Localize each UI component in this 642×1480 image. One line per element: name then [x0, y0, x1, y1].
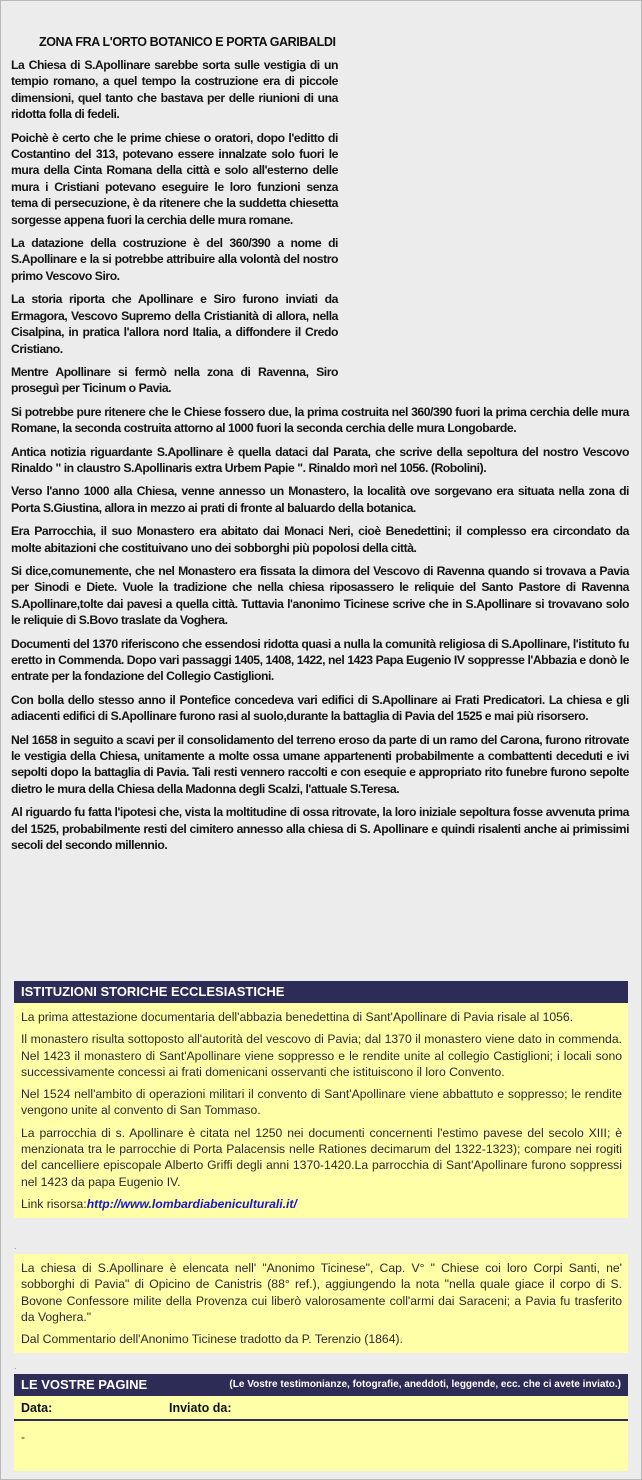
anonimo-body [14, 1254, 628, 1353]
article-paragraph: La Chiesa di S.Apollinare sarebbe sorta sulle vestigia di un tempio romano, a quel tempo la costruzione era di piccole dimensioni, quel tanto che bastava per delle riunioni di una ridotta folla di fedeli. [11, 58, 338, 122]
istituzioni-body [14, 1003, 628, 1218]
article-paragraph: Era Parrocchia, il suo Monastero era abitato dai Monaci Neri, cioè Benedettini; il complesso era circondato da molte abitazioni che costituivano uno dei sobborghi più popolosi della città. [11, 524, 629, 555]
anonimo-paragraph: Dal Commentario dell'Anonimo Ticinese tradotto da P. Terenzio (1864). [21, 1332, 403, 1347]
vostre-pagine-heading [14, 1374, 628, 1396]
vostre-pagine-columns [14, 1396, 628, 1421]
anonimo-paragraph: La chiesa di S.Apollinare è elencata nell' "Anonimo Ticinese", Cap. V° " Chiese coi loro Corpi Santi, ne' sobborghi di Pavia" di Opicino de Canistris (88° ref.), aggiungendo la nota "nella quale giace il corpo di S. Bovone Confessore milite della Provenza cui liberò valorosamente coll'armi dai Saraceni; a Pavia fu trasferito da Voghera." [21, 1261, 622, 1324]
article-paragraph: Si potrebbe pure ritenere che le Chiese fossero due, la prima costruita nel 360/390 fuori la prima cerchia delle mura Romane, la seconda costruita attorno al 1000 fuori la seconda cerchia delle mura Longobarde. [11, 404, 629, 436]
vostre-pagine-subheading: (Le Vostre testimonianze, fotografie, aneddoti, leggende, ecc. che ci avete inviato.) [229, 1379, 621, 1390]
istituzioni-box [14, 981, 628, 1218]
column-inviato-da: Inviato da: [169, 1401, 232, 1415]
resource-link[interactable]: http://www.lombardiabeniculturali.it/ [86, 1196, 297, 1211]
resource-link-line [21, 1196, 622, 1212]
article-paragraph: Mentre Apollinare si fermò nella zona di Ravenna, Siro proseguì per Ticinum o Pavia. [11, 364, 338, 396]
istituzioni-heading-text: ISTITUZIONI STORICHE ECCLESIASTICHE [21, 984, 285, 999]
row-value: - [21, 1430, 25, 1445]
vostre-pagine-box [14, 1374, 628, 1471]
article-paragraph: Verso l'anno 1000 alla Chiesa, venne annesso un Monastero, la località ove sorgevano era situata nella zona di Porta S.Giustina, allora in mezzo ai prati di fronte al baluardo della botanica. [11, 484, 629, 515]
istituzioni-paragraph: La prima attestazione documentaria dell'abbazia benedettina di Sant'Apollinare di Pavia risale al 1056. [21, 1010, 574, 1024]
istituzioni-paragraph: Nel 1524 nell'ambito di operazioni militari il convento di Sant'Apollinare viene abbattuto e soppresso; le rendite vengono unite al convento di San Tommaso. [21, 1087, 622, 1118]
article-paragraph: La datazione della costruzione è del 360/390 a nome di S.Apollinare e la si potrebbe attribuire alla volontà del nostro primo Vescovo Siro. [11, 236, 338, 283]
separator-dot: . [14, 1241, 17, 1251]
article-paragraph: Documenti del 1370 riferiscono che essendosi ridotta quasi a nulla la comunità religiosa di S.Apollinare, l'istituto fu eretto in Commenda. Dopo vari passaggi 1405, 1408, 1422, nel 1423 Papa Eugenio IV soppresse l'Abbazia e donò le entrate per la fondazione del Collegio Castiglioni. [11, 636, 629, 684]
article-paragraph: Poichè è certo che le prime chiese o oratori, dopo l'editto di Costantino del 313, potevano essere innalzate solo fuori le mura della Cinta Romana della città e solo all'esterno delle mura i Cristiani potevano eseguire le loro funzioni senza tema di persecuzione, è da ritenere che la suddetta chiesetta sorgesse appena fuori la cerchia delle mura romane. [11, 130, 338, 227]
article-paragraph: Antica notizia riguardante S.Apollinare è quella dataci dal Parata, che scrive della sepoltura del nostro Vescovo Rinaldo " in claustro S.Apollinaris extra Urbem Papie ". Rinaldo morì nel 1056. (Robolini). [11, 444, 629, 475]
separator-dot: . [14, 1361, 17, 1371]
anonimo-box [14, 1254, 628, 1353]
article-paragraph: Nel 1658 in seguito a scavi per il consolidamento del terreno eroso da parte di un ramo del Carona, furono ritrovate le vestigia della Chiesa, unitamente a molte ossa umane appartenenti probabilmente a combattenti deceduti e ivi sepolti dopo la battaglia di Pavia. Tali resti vennero raccolti e con esequie e appropriato rito funebre furono sepolte dietro le mura della Chiesa della Madonna degli Scalzi, l'attuale S.Teresa. [11, 732, 629, 796]
article [11, 33, 629, 860]
column-data: Data: [21, 1401, 53, 1415]
istituzioni-heading [14, 981, 628, 1003]
resource-link-label: Link risorsa: [21, 1196, 87, 1211]
istituzioni-paragraph: Il monastero risulta sottoposto all'autorità del vescovo di Pavia; dal 1370 il monastero viene dato in commenda. Nel 1423 il monastero di Sant'Apollinare viene soppresso e le rendite unite al collegio Castiglioni; i locali sono successivamente concessi ai frati domenicani osservanti che istituiscono il loro Convento. [21, 1032, 622, 1079]
vostre-pagine-heading-text: LE VOSTRE PAGINE [21, 1377, 148, 1392]
vostre-pagine-row [14, 1421, 628, 1471]
article-paragraph: Al riguardo fu fatta l'ipotesi che, vista la moltitudine di ossa ritrovate, la loro iniziale sepoltura fosse avvenuta prima del 1525, probabilmente resti del cimitero annesso alla chiesa di S. Apollinare e quindi risalenti anche ai primissimi secoli del secondo millennio. [11, 805, 629, 853]
article-paragraph: La storia riporta che Apollinare e Siro furono inviati da Ermagora, Vescovo Supremo della Cristianità di allora, nella Cisalpina, in pratica l'allora nord Italia, a diffondere il Credo Cristiano. [11, 292, 338, 356]
article-paragraph: Si dice,comunemente, che nel Monastero era fissata la dimora del Vescovo di Ravenna quando si trovava a Pavia per Sinodi e Diete. Vuole la tradizione che nella chiesa riposassero le reliquie del Santo Pastore di Ravenna S.Apollinare,tolte dai pavesi a quella città. Tuttavia l'anonimo Ticinese scrive che in S.Apollinare si trovavano solo le reliquie di S.Bovo traslate da Voghera. [11, 563, 629, 628]
istituzioni-paragraph: La parrocchia di s. Apollinare è citata nel 1250 nei documenti concernenti l'estimo pavese del secolo XIII; è menzionata tra le parrocchie di Porta Palacensis nelle Rationes decimarum del 1322-1323); compare nei rogiti del cancelliere episcopale Alberto Griffi degli anni 1370-1420.La parrocchia di Sant'Apollinare furono soppressi nel 1423 da papa Eugenio IV. [21, 1125, 622, 1189]
article-paragraph: Con bolla dello stesso anno il Pontefice concedeva vari edifici di S.Apollinare ai Frati Predicatori. La chiesa e gli adiacenti edifici di S.Apollinare furono rasi al suolo,durante la battaglia di Pavia del 1525 e mai più risorsero. [11, 692, 629, 724]
article-title: ZONA FRA L'ORTO BOTANICO E PORTA GARIBALDI [39, 35, 336, 49]
